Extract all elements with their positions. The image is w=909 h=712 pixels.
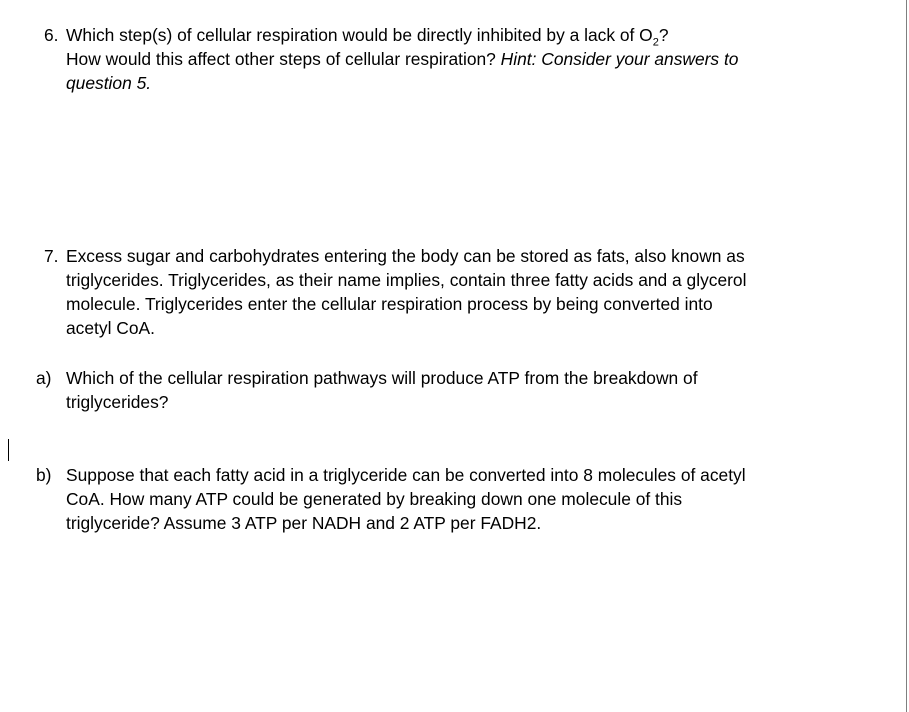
question-line: triglycerides? (66, 392, 169, 412)
question-number: 6. (44, 25, 59, 45)
question-line: triglyceride? Assume 3 ATP per NADH and 2 ATP per FADH2. (66, 513, 542, 533)
question-text-segment: Which step(s) of cellular respiration would be directly inhibited by a lack of O (66, 25, 653, 45)
question-line: CoA. How many ATP could be generated by breaking down one molecule of this (66, 489, 683, 509)
question-7a (0, 366, 906, 416)
hint-text: question 5. (66, 73, 152, 93)
subquestion-label: b) (36, 465, 52, 485)
question-7 (0, 244, 906, 344)
question-text (66, 244, 746, 340)
question-line: molecule. Triglycerides enter the cellular respiration process by being converted into (66, 294, 713, 314)
question-line: Which of the cellular respiration pathways will produce ATP from the breakdown of (66, 368, 698, 388)
question-text (66, 366, 698, 414)
subquestion-label: a) (36, 368, 52, 388)
question-text-segment: How would this affect other steps of cellular respiration? (66, 49, 501, 69)
question-6 (0, 23, 906, 103)
question-line (66, 23, 738, 47)
question-number: 7. (44, 246, 59, 266)
hint-text: Hint: Consider your answers to (500, 49, 739, 69)
question-7b (0, 463, 906, 538)
question-line: Suppose that each fatty acid in a triglyceride can be converted into 8 molecules of acetyl (66, 465, 746, 485)
question-text (66, 463, 746, 535)
subscript: 2 (652, 36, 659, 49)
question-text-segment: ? (658, 25, 669, 45)
question-line: triglycerides. Triglycerides, as their name implies, contain three fatty acids and a glycerol (66, 270, 747, 290)
question-line: acetyl CoA. (66, 318, 155, 338)
question-line: Excess sugar and carbohydrates entering the body can be stored as fats, also known as (66, 246, 745, 266)
question-line (66, 47, 738, 71)
question-text (66, 23, 738, 95)
text-cursor (8, 439, 9, 461)
